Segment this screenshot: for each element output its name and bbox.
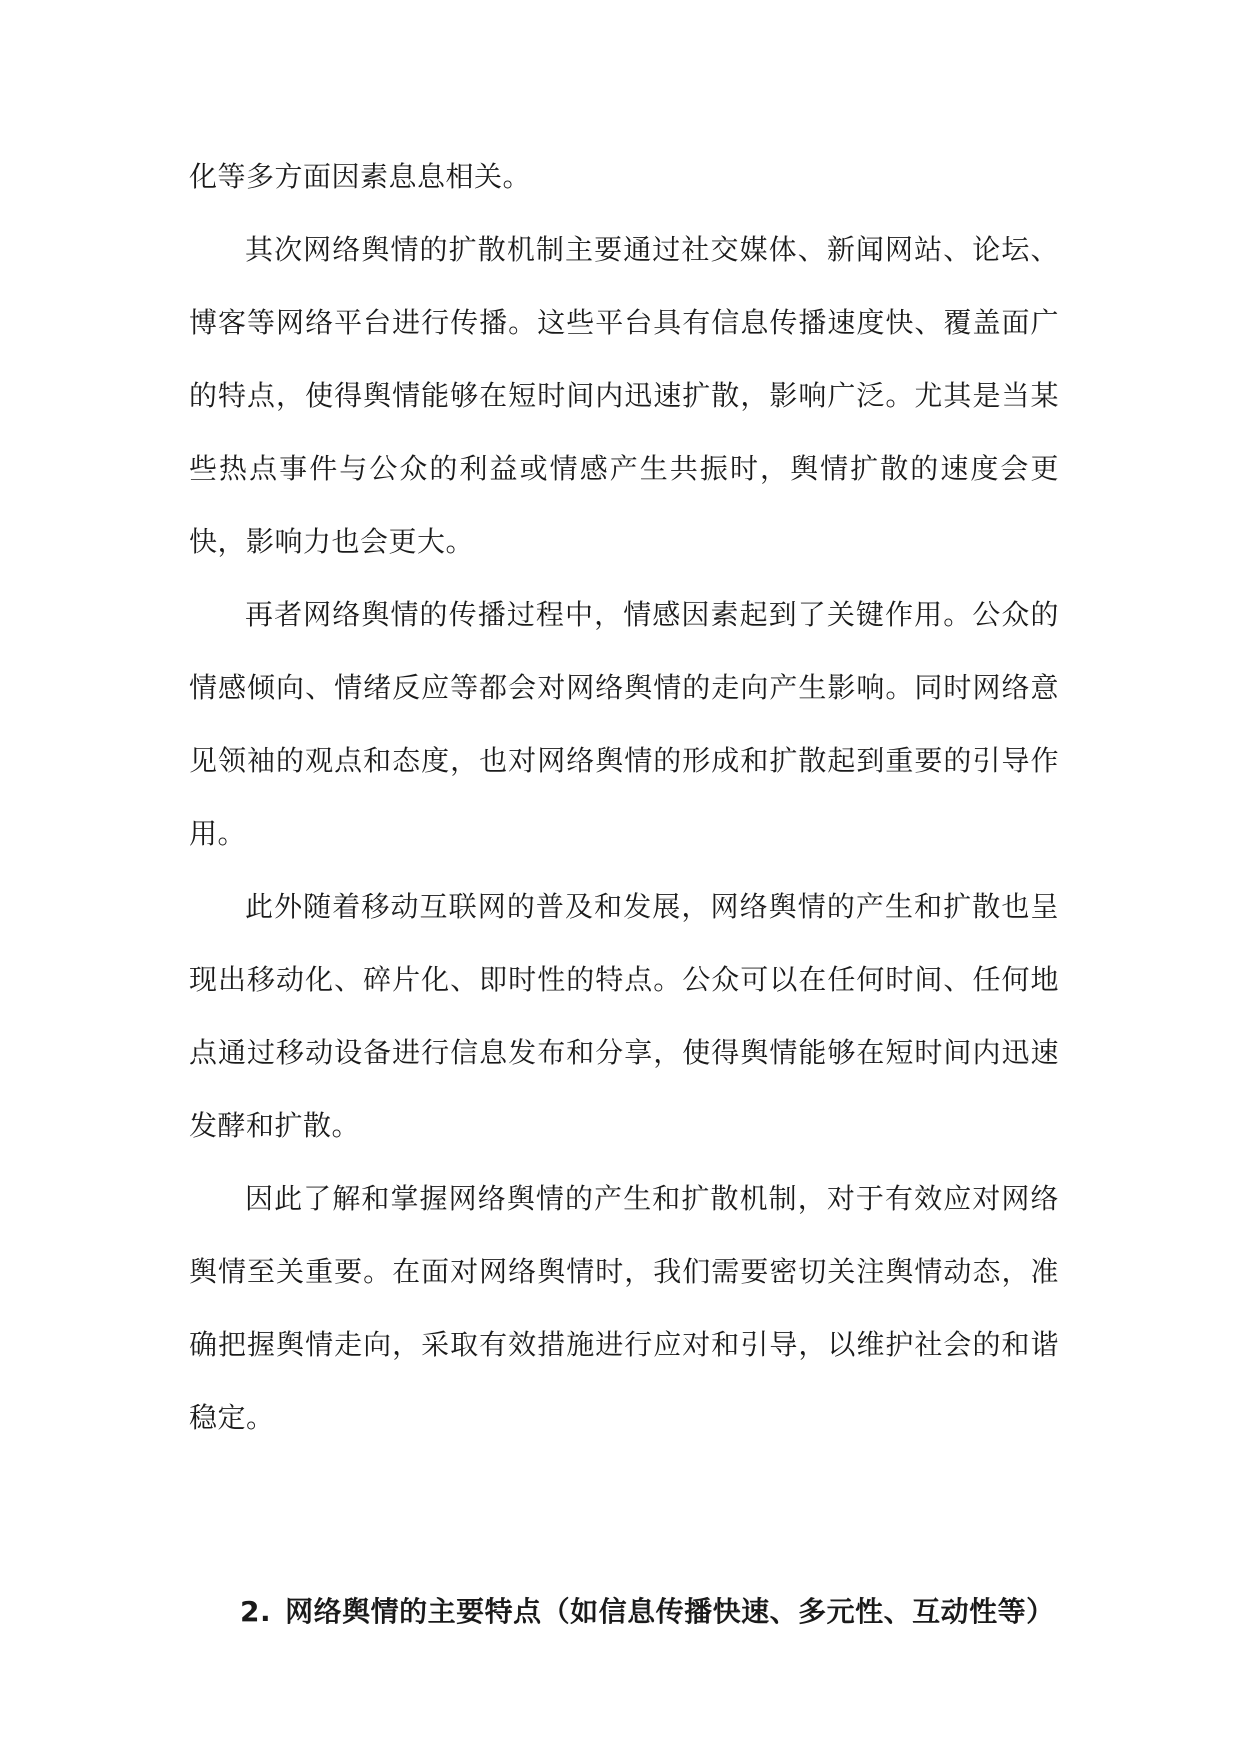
paragraph-2: 其次网络舆情的扩散机制主要通过社交媒体、新闻网站、论坛、博客等网络平台进行传播。这些平台具有信息传播速度快、覆盖面广的特点，使得舆情能够在短时间内迅速扩散，影响广泛。尤其是当某些热点事件与公众的利益或情感产生共振时，舆情扩散的速度会更快，影响力也会更大。	[189, 233, 1059, 558]
paragraph-1: 化等多方面因素息息相关。	[189, 160, 532, 193]
paragraph-4: 此外随着移动互联网的普及和发展，网络舆情的产生和扩散也呈现出移动化、碎片化、即时性的特点。公众可以在任何时间、任何地点通过移动设备进行信息发布和分享，使得舆情能够在短时间内迅速发酵和扩散。	[189, 890, 1059, 1142]
section-title: 网络舆情的主要特点（如信息传播快速、多元性、互动性等）	[285, 1595, 1055, 1628]
body-text	[189, 140, 1059, 1454]
paragraph-5: 因此了解和掌握网络舆情的产生和扩散机制，对于有效应对网络舆情至关重要。在面对网络舆情时，我们需要密切关注舆情动态，准确把握舆情走向，采取有效措施进行应对和引导，以维护社会的和谐稳定。	[189, 1182, 1059, 1434]
paragraph-3: 再者网络舆情的传播过程中，情感因素起到了关键作用。公众的情感倾向、情绪反应等都会对网络舆情的走向产生影响。同时网络意见领袖的观点和态度，也对网络舆情的形成和扩散起到重要的引导作用。	[189, 598, 1059, 850]
section-heading	[240, 1592, 1080, 1632]
section-number: 2.	[240, 1595, 272, 1628]
